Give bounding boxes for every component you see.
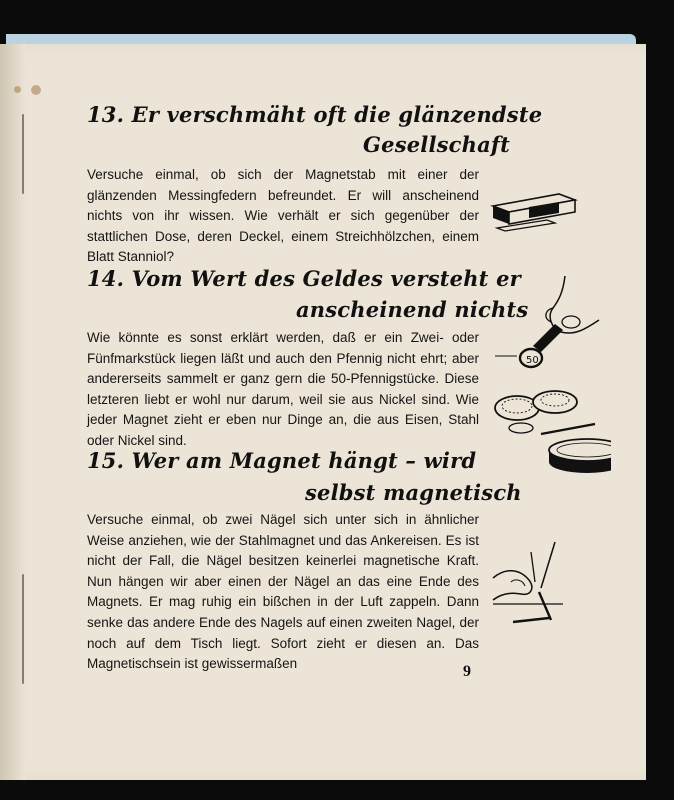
svg-text:50: 50 xyxy=(526,355,539,366)
binding-stitch xyxy=(22,574,24,684)
section-13-body: Versuche einmal, ob sich der Magnetstab mit einer der glänzenden Messingfedern befreundet. Er will anscheinend nichts von ihr wissen. Wie verhält er sich gegenüber der stattlichen Dose, deren Deckel, einem Streichhölzchen, einem Blatt Stanniol? xyxy=(87,167,479,265)
section-15-body: Versuche einmal, ob zwei Nägel sich unter sich in ähnlicher Weise anziehen, wie der Stahlmagnet und das Ankereisen. Es ist nicht der Fall, die Nägel besitzen keinerlei magnetische Kraft. Nun hängen wir aber einen der Nägel an das eine Ende des Magnets. Er mag ruhig ein bißchen in der Luft zappeln. Dann senke das andere Ende des Nagels auf einen zweiten Nagel, der noch auf dem Tisch liegt. Sofort zieht er diesen an. Das Magnetischsein ist gewissermaßen xyxy=(87,512,479,672)
magnet-bar-illustration xyxy=(489,180,589,236)
binding-stitch xyxy=(22,114,24,194)
section-13-heading-line2: Gesellschaft xyxy=(363,132,511,157)
section-13-heading-line1: 13. Er verschmäht oft die glänzendste xyxy=(87,102,543,127)
section-15-heading-line2: selbst magnetisch xyxy=(305,480,522,505)
booklet-page xyxy=(0,44,646,780)
section-14-heading-line1: 14. Vom Wert des Geldes versteht er xyxy=(87,266,521,291)
hand-magnet-coins-illustration xyxy=(491,276,611,484)
section-14-body: Wie könnte es sonst erklärt werden, daß er ein Zwei- oder Fünfmarkstück liegen läßt und auch den Pfennig nicht ehrt; aber andererseits sammelt er ganz gern die 50-Pfennigstücke. Diese letzteren liebt er wohl nur darum, weil sie aus Nickel sind. Wie jeder Magnet zieht er eben nur Dinge an, die aus Eisen, Stahl oder Nickel sind. xyxy=(87,330,479,448)
paper-stain xyxy=(14,86,21,93)
hand-nail-illustration xyxy=(491,538,581,632)
section-14-heading-line2: anscheinend nichts xyxy=(296,297,529,322)
section-15-heading-line1: 15. Wer am Magnet hängt – wird xyxy=(87,448,477,473)
paper-stain xyxy=(31,85,41,95)
page-number: 9 xyxy=(463,663,471,680)
